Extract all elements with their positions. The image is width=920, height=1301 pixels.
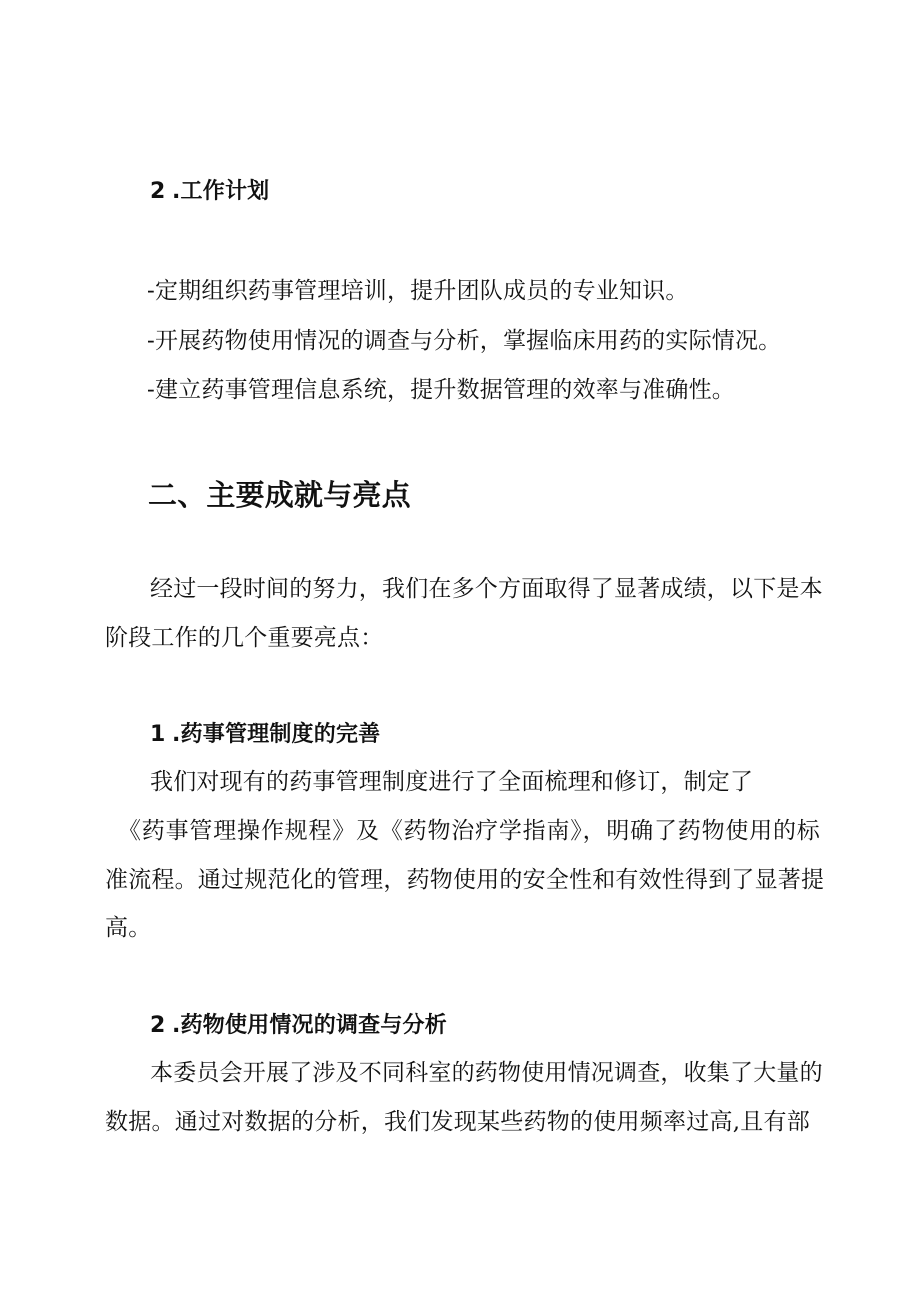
subsection-heading-survey (150, 1015, 447, 1037)
subsection-number: 2 (150, 179, 166, 204)
plan-item-1: -定期组织药事管理培训，提升团队成员的专业知识。 (147, 278, 689, 304)
subsection-title: .药事管理制度的完善 (172, 722, 381, 747)
subsection-heading-system (150, 724, 380, 746)
subsection-number: 2 (150, 1013, 166, 1038)
plan-item-3: -建立药事管理信息系统，提升数据管理的效率与准确性。 (147, 377, 735, 403)
subsection-title: .药物使用情况的调查与分析 (172, 1013, 447, 1038)
highlight-1-line-1: 我们对现有的药事管理制度进行了全面梳理和修订，制定了 (150, 769, 754, 795)
subsection-title: .工作计划 (172, 179, 270, 204)
highlight-1-line-2: 《药事管理操作规程》及《药物治疗学指南》，明确了药物使用的标 (118, 818, 820, 844)
highlight-2-line-2: 数据。通过对数据的分析，我们发现某些药物的使用频率过高,且有部 (105, 1109, 810, 1135)
intro-line-2: 阶段工作的几个重要亮点： (105, 625, 384, 651)
highlight-1-line-3: 准流程。通过规范化的管理，药物使用的安全性和有效性得到了显著提 (105, 867, 825, 893)
intro-line-1: 经过一段时间的努力，我们在多个方面取得了显著成绩，以下是本 (150, 576, 823, 602)
section-heading-achievements: 二、主要成就与亮点 (148, 478, 411, 512)
plan-item-2: -开展药物使用情况的调查与分析，掌握临床用药的实际情况。 (147, 328, 782, 354)
subsection-heading-work-plan (150, 181, 269, 203)
subsection-number: 1 (150, 722, 166, 747)
highlight-1-line-4: 高。 (105, 915, 152, 941)
highlight-2-line-1: 本委员会开展了涉及不同科室的药物使用情况调查，收集了大量的 (150, 1060, 823, 1086)
